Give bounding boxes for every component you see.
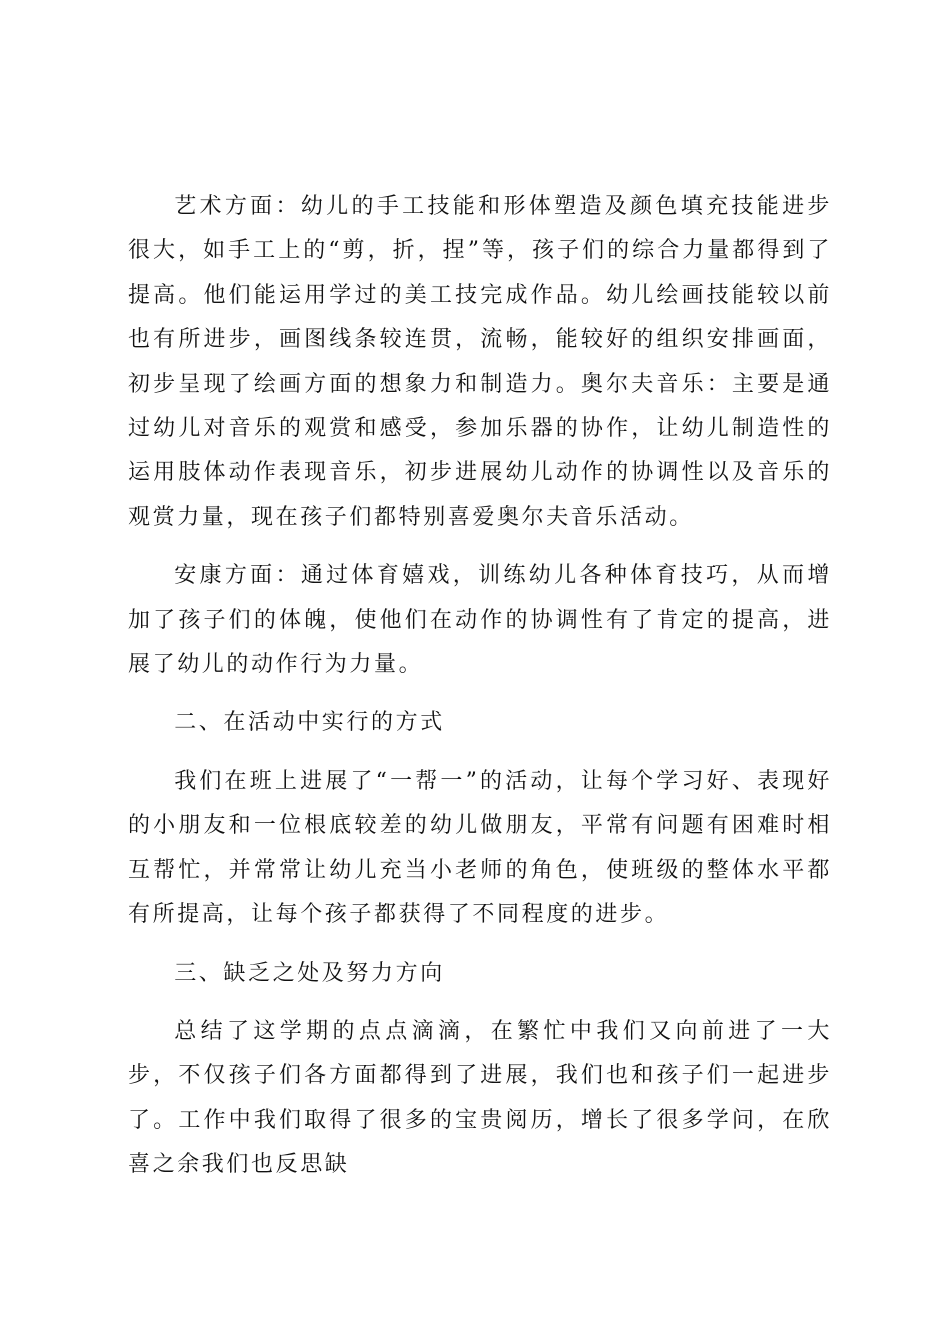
section-heading-shortcomings: 三、缺乏之处及努力方向 (174, 960, 445, 986)
document-body (128, 185, 832, 1202)
paragraph-summary: 总结了这学期的点点滴滴，在繁忙中我们又向前进了一大步，不仅孩子们各方面都得到了进展，我们也和孩子们一起进步了。工作中我们取得了很多的宝贵阅历，增长了很多学问，在欣喜之余我们也反思缺 (128, 1018, 832, 1178)
paragraph-health: 安康方面：通过体育嬉戏，训练幼儿各种体育技巧，从而增加了孩子们的体魄，使他们在动作的协调性有了肯定的提高，进展了幼儿的动作行为力量。 (128, 563, 832, 678)
section-heading-methods: 二、在活动中实行的方式 (174, 710, 445, 736)
paragraph-methods: 我们在班上进展了“一帮一”的活动，让每个学习好、表现好的小朋友和一位根底较差的幼儿做朋友，平常有问题有困难时相互帮忙，并常常让幼儿充当小老师的角色，使班级的整体水平都有所提高，让每个孩子都获得了不同程度的进步。 (128, 768, 832, 928)
paragraph-art: 艺术方面：幼儿的手工技能和形体塑造及颜色填充技能进步很大，如手工上的“剪，折，捏”等，孩子们的综合力量都得到了提高。他们能运用学过的美工技完成作品。幼儿绘画技能较以前也有所进步，画图线条较连贯，流畅，能较好的组织安排画面，初步呈现了绘画方面的想象力和制造力。奥尔夫音乐：主要是通过幼儿对音乐的观赏和感受，参加乐器的协作，让幼儿制造性的运用肢体动作表现音乐，初步进展幼儿动作的协调性以及音乐的观赏力量，现在孩子们都特别喜爱奥尔夫音乐活动。 (128, 194, 832, 530)
